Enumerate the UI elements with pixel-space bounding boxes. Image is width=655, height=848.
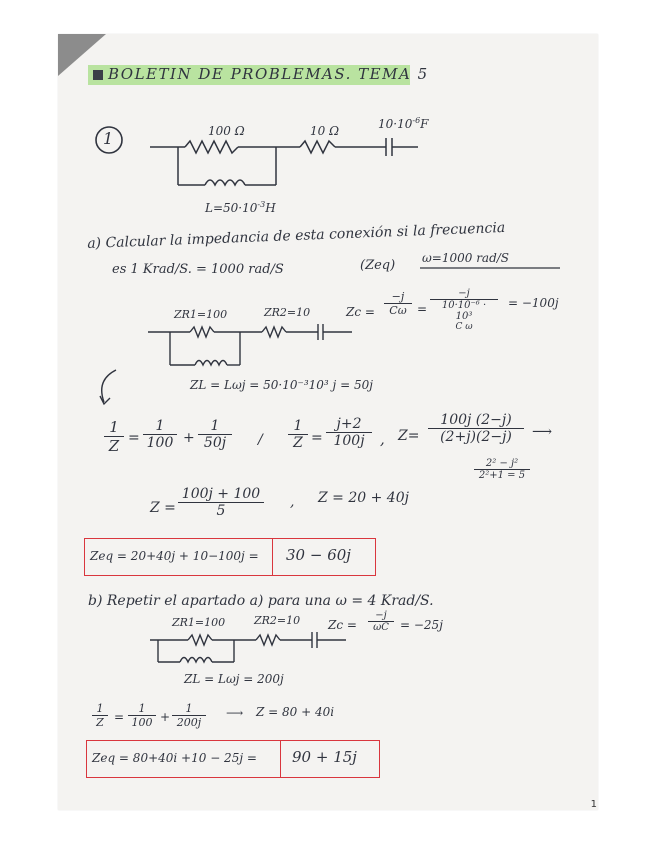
frac-den: 5 [216, 503, 226, 519]
part-b-zl: ZL = Lωj = 200j [184, 672, 284, 686]
part-b-eq-plus: + [160, 710, 171, 724]
circuit-1 [150, 138, 418, 185]
z-label: Z = [150, 500, 176, 516]
frac-num: j+2 [326, 416, 372, 433]
part-a-zr1: ZR1=100 [174, 308, 228, 321]
part-a-line2: es 1 Krad/S. = 1000 rad/S [112, 262, 284, 277]
eq2-b [326, 416, 372, 449]
resistor-10 [300, 141, 335, 153]
frac-den: Cω [389, 304, 407, 317]
part-a-line1: a) Calcular la impedancia de esta conexión si la frecuencia [87, 219, 506, 252]
frac-den: 10·10⁻⁶ · 10³ [441, 300, 487, 322]
answer-a-right: 30 − 60j [286, 546, 351, 564]
label-r2: 10 Ω [310, 124, 340, 138]
page-title: BOLETIN DE PROBLEMAS. TEMA 5 [108, 65, 429, 83]
eq2-eq: = [311, 430, 323, 446]
label-inductor [205, 200, 276, 215]
part-b-eq-c [172, 702, 206, 729]
circuit-2 [100, 324, 352, 404]
part-b-eq-result: Z = 80 + 40i [256, 705, 335, 719]
eq1-b [143, 418, 177, 451]
eq2-a [288, 418, 308, 451]
part-a-omega: ω=1000 rad/S [422, 251, 510, 265]
label-capacitor [378, 116, 428, 131]
frac-num: 1 [92, 702, 108, 716]
part-a-zeq-tag: (Zeq) [360, 258, 396, 273]
page-number: 1 [590, 799, 597, 810]
frac-den: 2²+1 = 5 [478, 470, 526, 481]
frac-den: ωC [373, 622, 389, 633]
frac-den: Z [293, 435, 303, 451]
inductor-1 [205, 180, 245, 185]
cap-unit: F [420, 117, 429, 131]
z-frac [178, 486, 264, 519]
part-a-zc-frac1 [384, 290, 412, 317]
part-b-eq-b [128, 702, 156, 729]
eq3-label: Z= [398, 428, 420, 444]
frac-num: 100j + 100 [178, 486, 264, 503]
frac-num: 100j (2−j) [428, 412, 524, 429]
part-b-eq-eq: = [114, 710, 125, 724]
answer-b-right: 90 + 15j [292, 748, 357, 766]
z-sep: , [290, 494, 295, 510]
eq1-eq: = [128, 430, 140, 446]
frac-num: −j [430, 288, 498, 300]
frac-num: 1 [198, 418, 232, 435]
z-result: Z = 20 + 40j [318, 490, 409, 506]
frac-den: 100 [146, 435, 174, 451]
curved-arrow [102, 370, 116, 402]
part-b-eq-arrow: ⟶ [226, 706, 244, 720]
part-b-zr1: ZR1=100 [172, 616, 226, 629]
eq2-sep: , [380, 430, 385, 448]
eq1-a [104, 418, 124, 455]
frac-den: 100 [131, 716, 153, 729]
eq1-sep: / [258, 432, 263, 448]
frac-den-labels: C ω [455, 322, 473, 332]
circuit-3 [150, 632, 346, 662]
part-b-zc-frac [368, 610, 394, 633]
frac-num: 1 [172, 702, 206, 716]
answer-a-left: Zeq = 20+40j + 10−100j = [90, 549, 259, 563]
frac-den: (2+j)(2−j) [440, 429, 512, 445]
part-b-zc-result: = −25j [400, 618, 443, 632]
ind-exponent: -3 [257, 200, 266, 209]
frac-den: Z [96, 716, 104, 729]
frac-den: 50j [203, 435, 227, 451]
frac-num: −j [384, 290, 412, 304]
part-b-line1: b) Repetir el apartado a) para una ω = 4 Krad/S. [88, 593, 434, 609]
problem-number: 1 [103, 129, 114, 148]
label-r1: 100 Ω [208, 124, 245, 138]
part-b-zr2: ZR2=10 [254, 614, 301, 627]
cap-exponent: -6 [412, 116, 421, 125]
frac-num: 1 [288, 418, 308, 435]
part-a-zc-label: Zc = [346, 305, 375, 319]
frac-num: 1 [128, 702, 156, 716]
part-b-eq-a [92, 702, 108, 729]
frac-num: 2² − j² [474, 458, 530, 470]
frac-num: 1 [104, 418, 124, 437]
eq1-c [198, 418, 232, 451]
frac-den: Z [108, 437, 120, 455]
part-b-zc-label: Zc = [328, 618, 357, 632]
part-a-zc-frac2 [430, 288, 498, 332]
part-a-zr2: ZR2=10 [264, 306, 311, 319]
frac-den: 100j [333, 433, 365, 449]
ind-unit: H [265, 201, 276, 215]
answer-b-left: Zeq = 80+40i +10 − 25j = [92, 751, 257, 765]
cap-value: 10·10 [378, 117, 413, 131]
frac-num: 1 [143, 418, 177, 435]
part-a-zl: ZL = Lωj = 50·10⁻³10³ j = 50j [190, 378, 373, 392]
resistor-100 [185, 141, 238, 153]
ind-value: L=50·10 [205, 201, 258, 215]
eq3-frac [428, 412, 524, 445]
side-note [474, 458, 530, 481]
frac-num: −j [368, 610, 394, 622]
part-a-zc-result: = −100j [508, 296, 559, 310]
eq1-plus: + [183, 430, 195, 446]
frac-den: 200j [176, 716, 202, 729]
part-a-zc-eq: = [417, 302, 428, 316]
eq3-arrow: ⟶ [532, 424, 553, 440]
